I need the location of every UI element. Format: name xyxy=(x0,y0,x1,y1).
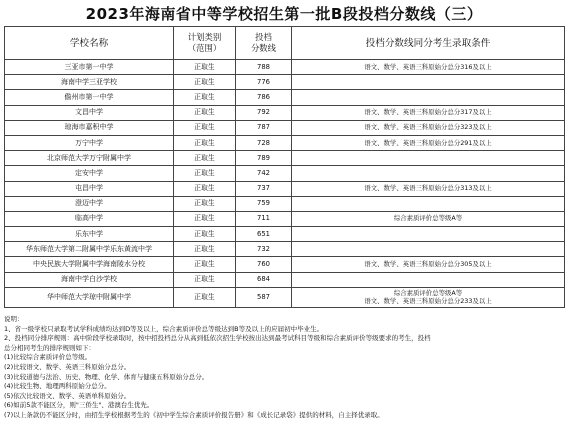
condition-cell xyxy=(292,75,565,90)
quota-cell: 正取生 xyxy=(174,75,236,90)
condition-cell xyxy=(292,257,565,272)
score-cell: 728 xyxy=(236,135,292,150)
quota-cell: 正取生 xyxy=(174,105,236,120)
header-quota-line1: 计划类别 xyxy=(187,32,222,42)
condition-cell xyxy=(292,105,565,120)
score-cell: 786 xyxy=(236,90,292,105)
table-row xyxy=(5,181,565,196)
condition-cell xyxy=(292,166,565,181)
note-line: (4)比较生物、地理两科原始分总分。 xyxy=(4,382,111,391)
header-score-line2: 分数线 xyxy=(250,43,277,53)
note-line: 1、省一级学校只录取考试学科成绩均达到D等及以上，综合素质评价总等级达到B等及以上的应届初中毕业生。 xyxy=(4,324,324,333)
score-cell: 587 xyxy=(236,287,292,307)
condition-line: 语文、数学、英语三科原始分总分291及以上 xyxy=(364,138,492,147)
table-row xyxy=(5,257,565,272)
score-cell: 684 xyxy=(236,272,292,287)
condition-line: 语文、数学、英语三科原始分总分316及以上 xyxy=(364,62,492,71)
school-name-cell: 万宁中学 xyxy=(5,135,174,150)
score-cell: 651 xyxy=(236,227,292,242)
quota-cell: 正取生 xyxy=(174,272,236,287)
school-name-cell: 乐东中学 xyxy=(5,227,174,242)
note-line: 2、投档同分排序规则：高中阶段学校录取时，按中招投档总分从高到低依次招生学校按出达到最考试科目等级和综合素质评价等级要求的考生，投档 xyxy=(4,334,431,343)
school-name-cell: 琼海市嘉积中学 xyxy=(5,120,174,135)
score-table xyxy=(4,26,565,308)
table-row xyxy=(5,242,565,257)
condition-cell xyxy=(292,242,565,257)
school-name-cell: 中央民族大学附属中学海南陵水分校 xyxy=(5,257,174,272)
score-cell: 759 xyxy=(236,196,292,211)
condition-cell xyxy=(292,272,565,287)
note-line: (1)比较综合素质评价总等级。 xyxy=(4,353,92,362)
score-cell: 742 xyxy=(236,166,292,181)
table-row xyxy=(5,166,565,181)
school-name-cell: 三亚市第一中学 xyxy=(5,60,174,75)
score-cell: 711 xyxy=(236,211,292,226)
note-line: (3)比较道德与法治、历史、物理、化学、体育与健康五科原始分总分。 xyxy=(4,372,209,381)
score-cell: 760 xyxy=(236,257,292,272)
table-row xyxy=(5,105,565,120)
condition-line: 语文、数学、英语三科原始分总分305及以上 xyxy=(364,260,492,269)
header-school: 学校名称 xyxy=(5,27,174,60)
notes-section xyxy=(4,315,566,421)
table-header-row xyxy=(5,27,565,60)
score-cell: 792 xyxy=(236,105,292,120)
condition-cell xyxy=(292,211,565,226)
condition-cell xyxy=(292,90,565,105)
condition-line: 语文、数学、英语三科原始分总分313及以上 xyxy=(364,184,492,193)
table-row xyxy=(5,151,565,166)
school-name-cell: 海南中学三亚学校 xyxy=(5,75,174,90)
condition-cell xyxy=(292,60,565,75)
table-row xyxy=(5,211,565,226)
quota-cell: 正取生 xyxy=(174,242,236,257)
school-name-cell: 临高中学 xyxy=(5,211,174,226)
condition-line: 语文、数学、英语三科原始分总分233及以上 xyxy=(364,297,492,306)
notes-heading: 说明： xyxy=(4,315,24,323)
school-name-cell: 儋州市第一中学 xyxy=(5,90,174,105)
quota-cell: 正取生 xyxy=(174,181,236,196)
score-cell: 789 xyxy=(236,151,292,166)
condition-line: 语文、数学、英语三科原始分总分317及以上 xyxy=(364,108,492,117)
condition-cell xyxy=(292,181,565,196)
quota-cell: 正取生 xyxy=(174,151,236,166)
score-cell: 788 xyxy=(236,60,292,75)
quota-cell: 正取生 xyxy=(174,166,236,181)
score-cell: 737 xyxy=(236,181,292,196)
school-name-cell: 华东师范大学第二附属中学乐东黄流中学 xyxy=(5,242,174,257)
condition-cell xyxy=(292,151,565,166)
table-row xyxy=(5,90,565,105)
table-row xyxy=(5,196,565,211)
condition-cell xyxy=(292,227,565,242)
quota-cell: 正取生 xyxy=(174,211,236,226)
header-quota xyxy=(174,27,236,60)
table-row xyxy=(5,120,565,135)
quota-cell: 正取生 xyxy=(174,90,236,105)
school-name-cell: 澄迈中学 xyxy=(5,196,174,211)
school-name-cell: 文昌中学 xyxy=(5,105,174,120)
quota-cell: 正取生 xyxy=(174,287,236,307)
quota-cell: 正取生 xyxy=(174,135,236,150)
table-row xyxy=(5,75,565,90)
school-name-cell: 华中师范大学琼中附属中学 xyxy=(5,287,174,307)
condition-cell xyxy=(292,196,565,211)
score-cell: 787 xyxy=(236,120,292,135)
note-line: (2)比较语文、数学、英语三科原始分总分。 xyxy=(4,362,131,371)
note-line: (5)依次比较语文、数学、英语单科原始分。 xyxy=(4,391,131,400)
note-line: (6)如前5款不能区分，则"三侨生"、港澳台生优先。 xyxy=(4,401,154,410)
table-row xyxy=(5,60,565,75)
quota-cell: 正取生 xyxy=(174,60,236,75)
page-title: 2023年海南省中等学校招生第一批B段投档分数线（三） xyxy=(85,5,483,23)
quota-cell: 正取生 xyxy=(174,257,236,272)
header-quota-line2: （范围） xyxy=(187,43,222,53)
condition-cell xyxy=(292,120,565,135)
score-cell: 776 xyxy=(236,75,292,90)
condition-cell xyxy=(292,287,565,307)
header-score xyxy=(236,27,292,60)
quota-cell: 正取生 xyxy=(174,196,236,211)
condition-line: 语文、数学、英语三科原始分总分323及以上 xyxy=(364,123,492,132)
header-conditions: 投档分数线同分考生录取条件 xyxy=(292,27,565,60)
table-row xyxy=(5,227,565,242)
condition-line: 综合素质评价总等级A等 xyxy=(393,214,463,223)
school-name-cell: 北京师范大学万宁附属中学 xyxy=(5,151,174,166)
school-name-cell: 海南中学白沙学校 xyxy=(5,272,174,287)
table-row xyxy=(5,135,565,150)
quota-cell: 正取生 xyxy=(174,120,236,135)
header-score-line1: 投档 xyxy=(255,32,272,42)
condition-cell xyxy=(292,135,565,150)
condition-line: 综合素质评价总等级A等 xyxy=(393,289,463,298)
score-cell: 732 xyxy=(236,242,292,257)
note-line: (7)以上条款仍不能区分时，由招生学校根据考生的《初中学生综合素质评价报告册》和《成长记录袋》提供的材料，自主择优录取。 xyxy=(4,410,384,419)
school-name-cell: 屯昌中学 xyxy=(5,181,174,196)
school-name-cell: 定安中学 xyxy=(5,166,174,181)
quota-cell: 正取生 xyxy=(174,227,236,242)
note-line: 总分相同考生的排序规则如下： xyxy=(4,343,95,352)
table-row xyxy=(5,272,565,287)
table-row xyxy=(5,287,565,307)
